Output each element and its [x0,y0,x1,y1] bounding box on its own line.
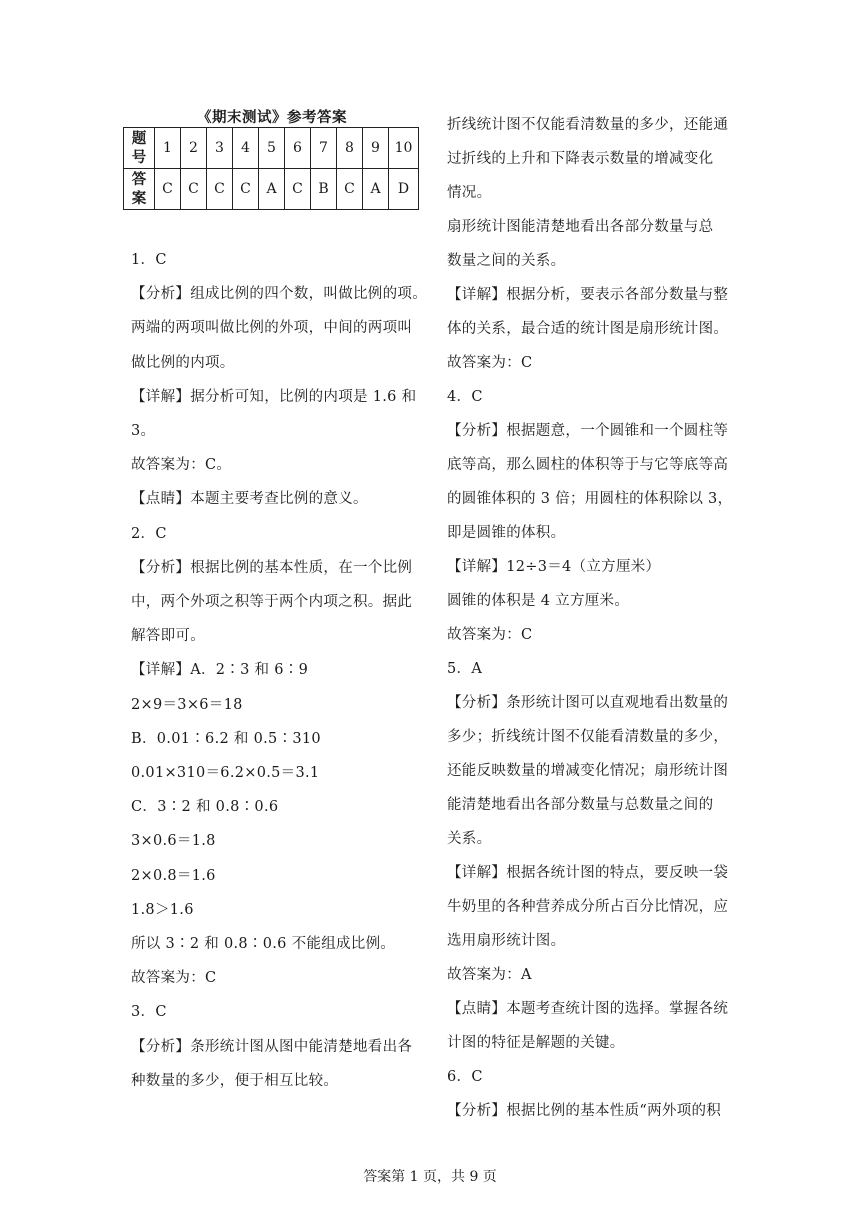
question-number-cell: 6 [285,128,311,169]
text-line: 【分析】根据比例的基本性质“两外项的积 [447,1103,722,1119]
text-line: 【详解】根据分析，要表示各部分数量与整 [447,287,729,303]
text-line: 【分析】组成比例的四个数，叫做比例的项。 [131,286,427,303]
text-line: 的圆锥体积的 3 倍；用圆柱的体积除以 3， [447,491,733,507]
answer-cell: A [259,169,285,210]
text-line: 0.01×310＝6.2×0.5＝3.1 [131,765,320,781]
text-line: B．0.01∶6.2 和 0.5∶310 [131,730,321,747]
row-label: 题 号 [124,128,155,169]
answer-cell: D [389,169,419,210]
text-line: 能清楚地看出各部分数量与总数量之间的 [447,797,714,813]
text-line: 圆锥的体积是 4 立方厘米。 [447,593,630,609]
question-number-cell: 10 [389,128,419,169]
answer-cell: C [337,169,363,210]
number-row [124,128,419,169]
text-line: 【详解】A．2∶3 和 6∶9 [131,662,309,679]
question-number-cell: 2 [181,128,207,169]
answer-key-table [123,127,419,210]
question-number-cell: 7 [311,128,337,169]
question-number-cell: 5 [259,128,285,169]
text-line: 1．C [131,252,167,268]
answer-cell: C [285,169,311,210]
text-line: 折线统计图不仅能看清数量的多少，还能通 [447,117,729,133]
text-line: 底等高，那么圆柱的体积等于与它等底等高 [447,457,729,473]
page-title: 《期末测试》参考答案 [197,109,347,126]
text-line: 体的关系，最合适的统计图是扇形统计图。 [447,321,729,337]
text-line: 3．C [131,1004,167,1021]
text-line: 【详解】根据各统计图的特点，要反映一袋 [447,865,729,881]
text-line: 【详解】12÷3＝4（立方厘米） [447,559,661,575]
question-number-cell: 1 [155,128,181,169]
answer-cell: B [311,169,337,210]
text-line: 1.8＞1.6 [131,901,194,918]
text-line: 选用扇形统计图。 [447,933,566,949]
answer-cell: C [181,169,207,210]
text-line: 多少；折线统计图不仅能看清数量的多少， [447,729,729,745]
text-line: 2×9＝3×6＝18 [131,696,243,713]
text-line: 情况。 [447,185,492,201]
answer-row [124,169,419,210]
text-line: 过折线的上升和下降表示数量的增减变化 [447,151,714,167]
text-line: 牛奶里的各种营养成分所占百分比情况，应 [447,899,729,915]
text-line: 【点睛】本题主要考查比例的意义。 [131,491,368,508]
page-footer: 答案第 1 页，共 9 页 [363,1169,497,1185]
text-line: 5．A [447,661,483,677]
text-line: 做比例的内项。 [131,354,235,371]
text-line: 数量之间的关系。 [447,253,566,269]
text-line: 【点睛】本题考查统计图的选择。掌握各统 [447,1001,729,1017]
text-line: 解答即可。 [131,628,205,645]
text-line: 故答案为：C [131,970,217,987]
text-line: 故答案为：C [447,355,533,371]
answer-cell: C [233,169,259,210]
text-line: 故答案为：C。 [131,457,232,474]
text-line: 两端的两项叫做比例的外项，中间的两项叫 [131,320,413,337]
answer-cell: A [363,169,389,210]
text-line: 中，两个外项之积等于两个内项之积。据此 [131,594,413,610]
question-number-cell: 8 [337,128,363,169]
text-line: 关系。 [447,831,492,847]
text-line: 【分析】条形统计图可以直观地看出数量的 [447,695,729,711]
text-line: 故答案为：C [447,627,533,643]
text-line: 6．C [447,1069,483,1085]
question-number-cell: 3 [207,128,233,169]
text-line: 【分析】条形统计图从图中能清楚地看出各 [131,1038,413,1055]
text-line: 计图的特征是解题的关键。 [447,1035,625,1051]
question-number-cell: 9 [363,128,389,169]
answer-cell: C [207,169,233,210]
text-line: 【分析】根据比例的基本性质，在一个比例 [131,559,413,576]
text-line: 3×0.6＝1.8 [131,833,216,850]
text-line: 种数量的多少，便于相互比较。 [131,1072,339,1089]
text-line: 【分析】根据题意，一个圆锥和一个圆柱等 [447,423,729,439]
text-line: 2×0.8＝1.6 [131,867,216,884]
text-line: 所以 3∶2 和 0.8∶0.6 不能组成比例。 [131,936,396,952]
text-line: 2．C [131,525,167,542]
text-line: C．3∶2 和 0.8∶0.6 [131,799,279,816]
text-line: 4．C [447,389,483,405]
text-line: 扇形统计图能清楚地看出各部分数量与总 [447,219,714,235]
text-line: 3。 [131,423,156,439]
question-number-cell: 4 [233,128,259,169]
text-line: 即是圆锥的体积。 [447,525,566,541]
text-line: 还能反映数量的增减变化情况；扇形统计图 [447,763,729,779]
text-line: 故答案为：A [447,967,532,983]
answer-cell: C [155,169,181,210]
row-label: 答 案 [124,169,155,210]
text-line: 【详解】据分析可知，比例的内项是 1.6 和 [131,388,417,405]
